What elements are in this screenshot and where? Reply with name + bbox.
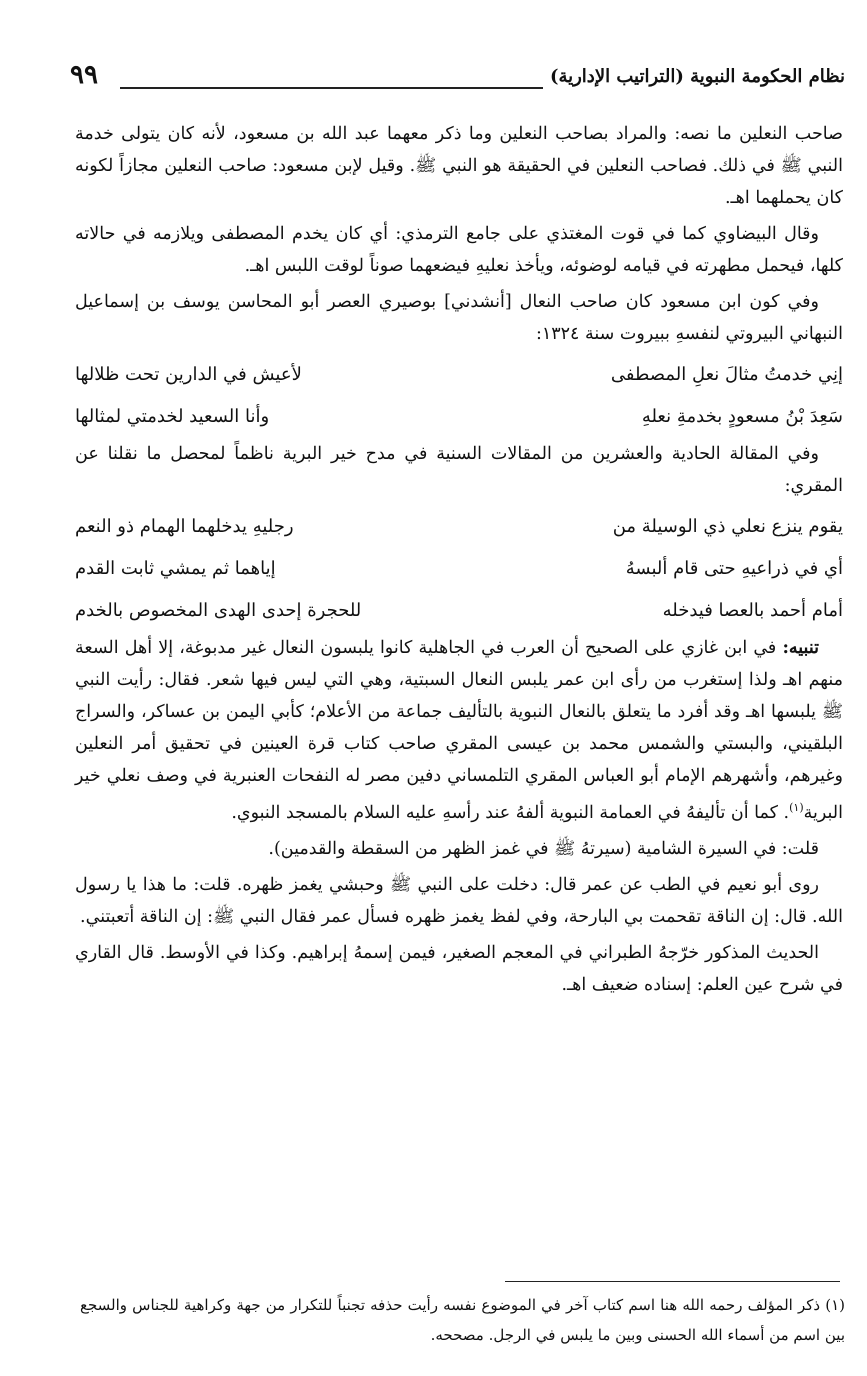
note-label: تنبيه: (782, 638, 819, 658)
body-text (75, 118, 843, 1005)
verse-hemistich: للحجرة إحدى الهدى المخصوص بالخدم (75, 600, 362, 621)
note-text-end: . كما أن تأليفهُ في العمامة النبوية ألفهُ عند رأسهِ عليه السلام بالمسجد النبوي. (231, 802, 790, 823)
verse-hemistich: سَعِدَ بْنُ مسعودٍ بخدمةِ نعلهِ (641, 406, 843, 427)
verse-hemistich: أي في ذراعيهِ حتى قام ألبسهُ (625, 558, 843, 579)
verse-hemistich: يقوم ينزع نعلي ذي الوسيلة من (612, 516, 843, 537)
verse-line (75, 548, 843, 590)
verse-hemistich: أمام أحمد بالعصا فيدخله (662, 600, 843, 621)
paragraph-6: قلت: في السيرة الشامية (سيرتهُ ﷺ في غمز الظهر من السقطة والقدمين). (268, 838, 819, 859)
paragraph-5 (75, 632, 843, 829)
verse-hemistich: وأنا السعيد لخدمتي لمثالها (75, 406, 270, 427)
verse-line (75, 354, 843, 396)
verse-line (75, 590, 843, 632)
verse-hemistich: إياهما ثم يمشي ثابت القدم (75, 558, 276, 579)
header-rule (120, 87, 543, 89)
footnote-ref[interactable]: (١) (789, 801, 804, 814)
paragraph-7: روى أبو نعيم في الطب عن عمر قال: دخلت على النبي ﷺ وحبشي يغمز ظهره. قلت: ما هذا يا رسول الله. قال: إن الناقة تقحمت بي البارحة، وفي لفظ يغمز ظهره فسأل عمر فقال النبي ﷺ: إن الناقة أتعبتني. (75, 874, 843, 927)
footnote-rule (505, 1281, 840, 1282)
paragraph-3: وفي كون ابن مسعود كان صاحب النعال [أنشدني] بوصيري العصر أبو المحاسن يوسف بن إسماعيل النبهاني البيروتي لنفسهِ ببيروت سنة ١٣٢٤: (75, 292, 843, 344)
verse-line (75, 506, 843, 548)
running-header (70, 60, 845, 100)
verse-hemistich: إنِي خدمتُ مثالَ نعلِ المصطفى (610, 364, 843, 385)
running-title: نظام الحكومة النبوية (التراتيب الإدارية) (549, 66, 845, 87)
paragraph-2: وقال البيضاوي كما في قوت المغتذي على جامع الترمذي: أي كان يخدم المصطفى ويلازمه في حالاته كلها، فيحمل مطهرته في قيامه لوضوئه، ويأخذ نعليهِ فيضعهما صوناً لوقت اللبس اهـ. (75, 224, 843, 276)
page-number: ٩٩ (70, 60, 98, 90)
verse-line (75, 396, 843, 438)
paragraph-1: صاحب النعلين ما نصه: والمراد بصاحب النعلين وما ذكر معهما عبد الله بن مسعود، لأنه كان يتولى خدمة النبي ﷺ في ذلك. فصاحب النعلين في الحقيقة هو النبي ﷺ. وقيل لإبن مسعود: صاحب النعلين مجازاً لكونه كان يحملهما اهـ. (75, 124, 843, 208)
note-text: في ابن غازي على الصحيح أن العرب في الجاهلية كانوا يلبسون النعال غير مدبوغة، إلا أهل السعة منهم اهـ ولذا إستغرب من رأى ابن عمر يلبس النعال السبتية، وهي التي ليس فيها شعر. فقال: رأيت النبي ﷺ يلبسها اهـ وقد أفرد ما يتعلق بالنعال النبوية بالتأليف جماعة من الأعلام؛ كأبي اليمن بن عساكر، والسراج البلقيني، والبستي والشمس محمد بن عيسى المقري صاحب كتاب قرة العينين في تحقيق أمر النعلين وغيرهم، وأشهرهم الإمام أبو العباس المقري التلمساني دفين مصر له النفحات العنبرية في وصف نعلي خير البرية (75, 638, 843, 823)
paragraph-8: الحديث المذكور خرّجهُ الطبراني في المعجم الصغير، فيمن إسمهُ إبراهيم. وكذا في الأوسط. قال القاري في شرح عين العلم: إسناده ضعيف اهـ. (75, 942, 843, 995)
footnote: (١) ذكر المؤلف رحمه الله هنا اسم كتاب آخر في الموضوع نفسه رأيت حذفه تجنباً للتكرار من جهة وكراهية للجناس والسجع بين اسم من أسماء الله الحسنى وبين ما يلبس في الرجل. مصححه. (80, 1296, 845, 1344)
verse-hemistich: رجليهِ يدخلهما الهمام ذو النعم (75, 516, 294, 537)
verse-hemistich: لأعيش في الدارين تحت ظلالها (75, 364, 302, 385)
paragraph-4: وفي المقالة الحادية والعشرين من المقالات السنية في مدح خير البرية ناظماً لمحصل ما نقلنا عن المقري: (75, 444, 843, 496)
